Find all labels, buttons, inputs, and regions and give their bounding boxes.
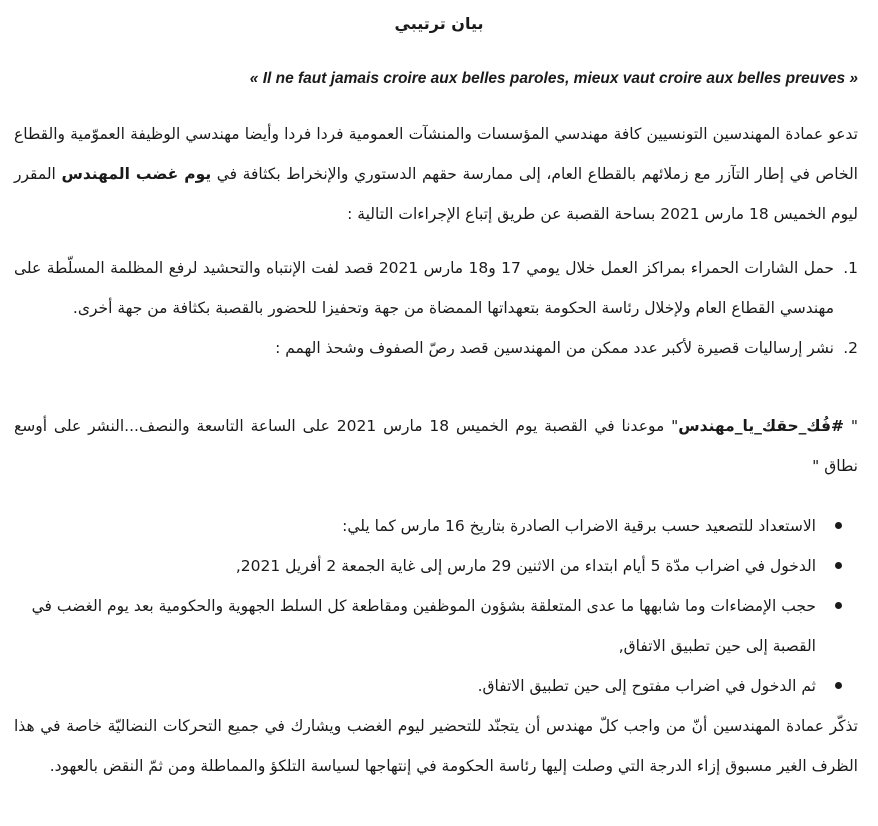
bullet-dot-icon: [835, 562, 842, 569]
bullet-text: الدخول في اضراب مدّة 5 أيام ابتداء من الاثنين 29 مارس إلى غاية الجمعة 2 أفريل 2021,: [235, 557, 816, 575]
bullet-dot-icon: [835, 522, 842, 529]
bullet-item: [14, 666, 858, 706]
bullet-text: حجب الإمضاءات وما شابهها ما عدى المتعلقة بشؤون الموظفين ومقاطعة كل السلط الجهوية والحكومية بعد يوم الغضب في القصبة إلى حين تطبيق الاتفاق,: [31, 597, 816, 655]
bullet-dot-icon: [835, 682, 842, 689]
numbered-item: [14, 248, 858, 328]
closing-paragraph: تذكّر عمادة المهندسين أنّ من واجب كلّ مهندس أن يتجنّد للتحضير ليوم الغضب ويشارك في جميع التحركات النضاليّة خاصة في هذا الظرف الغير مسبوق إزاء الدرجة التي وصلت إليها رئاسة الحكومة في إنتهاجها لسياسة التلكؤ والمماطلة ومن ثمّ النقض بالعهود.: [14, 717, 858, 775]
bullet-item: [14, 586, 858, 666]
bullet-text: ثم الدخول في اضراب مفتوح إلى حين تطبيق الاتفاق.: [477, 677, 816, 695]
bullet-text: الاستعداد للتصعيد حسب برقية الاضراب الصادرة بتاريخ 16 مارس كما يلي:: [342, 517, 816, 535]
intro-text-part1: تدعو عمادة المهندسين التونسيين كافة مهندسي المؤسسات والمنشآت العمومية فردا فردا وأيضا مهندسي الوظيفة العموّمية والقطاع الخاص في إطار التآزر مع زملائهم بالقطاع العام، إلى ممارسة حقهم الدستوري والإنخراط بكثافة في: [14, 125, 858, 183]
bullet-item: [14, 506, 858, 546]
bullet-item: [14, 546, 858, 586]
hashtag: #فُك_حقك_يا_مهندس: [678, 417, 844, 435]
intro-bold-phrase: يوم غضب المهندس: [61, 165, 212, 183]
intro-text-part2: المقرر ليوم الخميس 18 مارس 2021 بساحة القصبة عن طريق إتباع الإجراءات التالية :: [14, 165, 858, 223]
document-title: بيان ترتيبي: [394, 14, 484, 33]
item-text: حمل الشارات الحمراء بمراكز العمل خلال يومي 17 و18 مارس 2021 قصد لفت الإنتباه والتحشيد لرفع المظلمة المسلّطة على مهندسي القطاع العام ولإخلال رئاسة الحكومة بتعهداتها الممضاة من جهة وتحفيزا للحضور بالقصبة بكثافة من جهة أخرى.: [14, 259, 834, 317]
hashtag-paragraph: [14, 406, 858, 486]
bullet-dot-icon: [835, 602, 842, 609]
bullet-list: [14, 506, 858, 706]
hashtag-rest: " موعدنا في القصبة يوم الخميس 18 مارس 2021 على الساعة التاسعة والنصف...النشر على أوسع نطاق ": [14, 417, 858, 475]
item-number: 1.: [843, 259, 858, 277]
numbered-list: [14, 248, 858, 368]
item-number: 2.: [843, 339, 858, 357]
hashtag-open-quote: ": [843, 417, 858, 435]
french-quote: « Il ne faut jamais croire aux belles paroles, mieux vaut croire aux belles preuves »: [249, 70, 858, 87]
numbered-item: [14, 328, 858, 368]
intro-paragraph: [14, 114, 858, 234]
item-text: نشر إرساليات قصيرة لأكبر عدد ممكن من المهندسين قصد رصّ الصفوف وشحذ الهمم :: [275, 339, 834, 357]
